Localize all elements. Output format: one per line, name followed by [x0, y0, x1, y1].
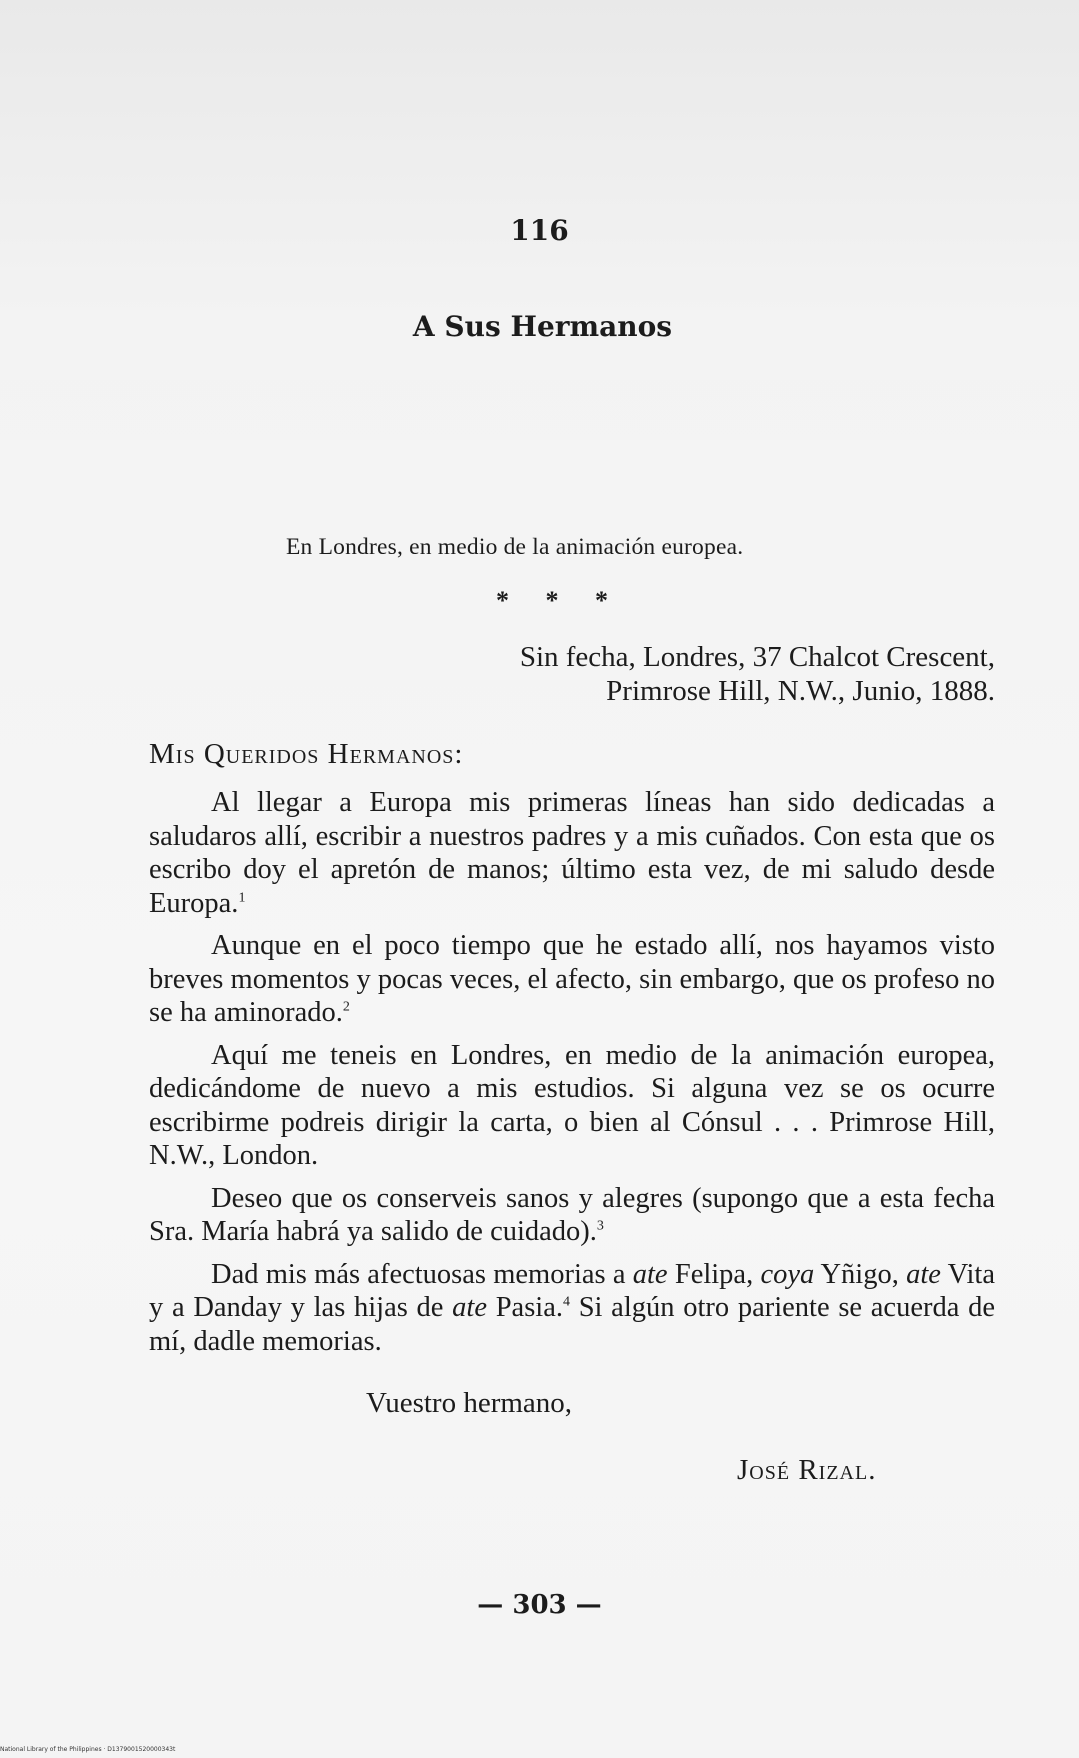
footnote-ref-4: 4: [562, 1294, 570, 1310]
paragraph-2: [149, 929, 995, 1030]
paragraph-5-part-3: Yñigo,: [814, 1258, 907, 1290]
paragraph-3-text: Aquí me teneis en Londres, en medio de la animación europea, dedicándome de nuevo a mis estudios. Si alguna vez se os ocurre escribirme podreis dirigir la carta, o bien al Cónsul . . . Primrose Hill, N.W., London.: [149, 1039, 995, 1171]
paragraph-5: [149, 1258, 995, 1359]
italic-ate-2: ate: [906, 1258, 941, 1290]
section-asterisks: * * *: [496, 586, 608, 615]
italic-coya: coya: [760, 1258, 815, 1290]
paragraph-5-part-5: Pasia.: [486, 1292, 563, 1323]
dateline-line-1: Sin fecha, Londres, 37 Chalcot Crescent,: [519, 641, 995, 673]
italic-ate-1: ate: [632, 1258, 668, 1290]
paragraph-3: [149, 1039, 995, 1173]
footnote-ref-2: 2: [342, 999, 350, 1015]
paragraph-1: [149, 786, 995, 920]
paragraph-5-part-6: Si algún otro pariente se acuerda de mí, dadle memorias.: [149, 1292, 995, 1357]
letter-body: [149, 786, 995, 1367]
paragraph-2-text: Aunque en el poco tiempo que he estado allí, nos hayamos visto breves momentos y pocas veces, el afecto, sin embargo, que os profeso no se ha aminorado.: [149, 930, 995, 1028]
letter-title: A Sus Hermanos: [412, 310, 673, 343]
italic-ate-3: ate: [452, 1292, 487, 1323]
paragraph-4: [149, 1182, 995, 1249]
page-number: — 303 —: [477, 1590, 602, 1620]
closing: Vuestro hermano,: [366, 1387, 573, 1419]
footnote-ref-1: 1: [238, 890, 246, 905]
paragraph-5-part-4: Vita y a Danday y las hijas de: [149, 1258, 995, 1323]
signature: José Rizal.: [737, 1454, 877, 1486]
paragraph-4-text: Deseo que os conserveis sanos y alegres (supongo que a esta fecha Sra. María habrá ya salido de cuidado).: [149, 1182, 995, 1247]
dateline: [520, 640, 995, 708]
salutation: [149, 738, 463, 771]
dateline-line-2: Primrose Hill, N.W., Junio, 1888.: [606, 675, 995, 707]
paragraph-5-part-2: Felipa,: [667, 1258, 761, 1290]
letter-summary: En Londres, en medio de la animación europea.: [286, 534, 744, 560]
letter-number: 116: [510, 214, 569, 247]
footer-note: National Library of the Philippines · D1379001520000343t: [0, 1746, 176, 1753]
paragraph-1-text: Al llegar a Europa mis primeras líneas han sido dedicadas a saludaros allí, escribir a nuestros padres y a mis cuñados. Con esta que os escribo doy el apretón de manos; último esta vez, de mi saludo desde Europa.: [149, 787, 995, 919]
salutation-text: Mis Queridos Hermanos:: [149, 738, 464, 770]
footnote-ref-3: 3: [596, 1218, 604, 1234]
paragraph-5-part-1: Dad mis más afectuosas memorias a: [211, 1258, 633, 1290]
